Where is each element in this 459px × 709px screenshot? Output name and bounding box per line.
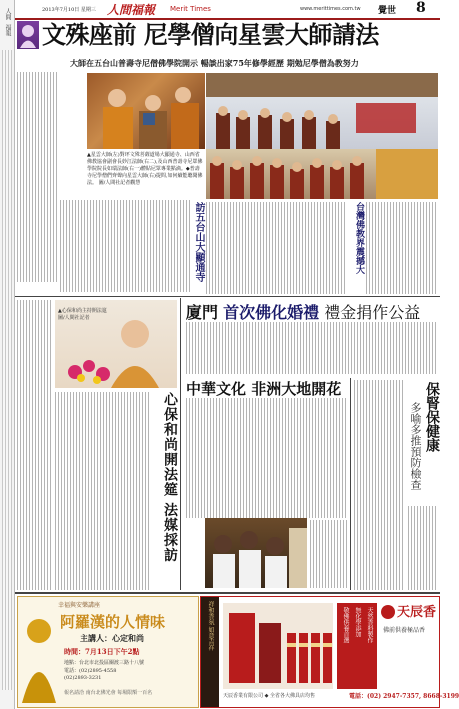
wedding-headline-tail: 禮金捐作公益 [324,303,421,322]
masthead-brand: Merit Times [170,5,211,13]
ad-incense-product-image [223,603,333,689]
ad-incense-side-text: 祥和香氛 如意吉祥 [207,601,214,651]
ad-incense-side-strip [201,597,219,707]
ad-incense-logo-icon [381,605,395,619]
heart-headline: 心保和尚開法筵 法媒採訪 [162,392,178,563]
main-story-text-mid [60,200,190,292]
ad-incense-sub: 佛前供養極品香 [383,627,426,634]
masthead-page: 8 [416,0,426,16]
masthead-date: 2013年7月10日 星期三 [42,7,96,13]
main-subhead: 大師在五台山普壽寺尼僧佛學院開示 暢談出家75年修學經歷 期勉尼學僧為教努力 [70,58,359,68]
ad-incense-footer: 天辰香業有限公司 ◆ 全省各大佛具店均售 [223,693,316,699]
ad-incense-phone: 電話：(02) 2947-7357, 8668-3199 [349,693,459,700]
health-headline-a: 保腎保健康 [424,382,440,452]
ad-incense-col-3: 敬佛供養首選 [342,607,349,643]
heart-text-left [17,300,51,590]
left-strip-label-2: 福報 [4,24,11,36]
ad-lecture-label: 幸福與安樂講座 [58,602,101,609]
main-photo-1 [87,73,205,149]
heart-photo-caption: ▲心保和尚主持開法筵 圖/人間社記者 [58,308,107,321]
ad-lecture [17,596,199,708]
ad-lecture-schedule: 時間：7月13日下午2點 [64,647,140,656]
ad-lecture-speaker: 主講人：心定和尚 [80,633,144,643]
africa-text [186,398,348,518]
ad-incense-brand: 天辰香 [397,605,437,620]
ad-lecture-phone-b: (02)2893-3231 [64,675,102,681]
africa-text-2 [310,520,348,588]
ad-incense-col-1: 天然香料製作 [366,607,373,643]
ad-incense [200,596,459,708]
masthead-section: 覺世 [378,6,397,16]
main-photo-caption: ▲星雲大師(左)對坪文殊菩薩道場大顯通寺、山西省佛教協會副會長妙江法師(右二),及山西普壽寺尼眾佛學院院長如瑞法師(右一)體貼尼眾專業點滴。◆普壽寺尼學僧們齊聲向星雲大師(右)提問,如何續能聽聞佛法。 圖/人間社記者觀慧 [87,152,203,186]
left-strip-label-1: 人間 [4,8,11,20]
health-text-2 [408,506,438,590]
heart-text-main [55,392,150,590]
main-sidebar-title: 台灣佛教界震撼大 [354,202,364,274]
main-story-text-far [366,202,438,294]
wedding-headline [186,300,420,323]
main-headline: 文殊座前 尼學僧向星雲大師請法 [42,20,379,49]
main-bottom-title: 訪五台山大顯通寺 [193,202,204,282]
headline-icon [17,21,39,49]
ad-incense-columns [337,603,377,689]
wedding-headline-place: 廈門 [186,303,219,322]
ad-lecture-venue: 地點：台北市北投區關渡三路十八號 [64,660,145,666]
ad-lecture-phone-a: 電話：(02)2895-4558 [64,668,117,674]
main-photo-3 [206,149,438,199]
ad-lecture-notes: 報名請洽 南台北佛光會 每場限額一百名 [64,690,153,696]
buddha-statue-image [20,611,58,703]
left-strip [0,0,15,709]
africa-photo [205,518,307,588]
masthead-logo: 人間福報 [107,3,156,17]
health-text [354,380,404,590]
ad-incense-col-2: 無化學添加 [354,607,361,637]
africa-headline: 中華文化 非洲大地開花 [186,380,342,398]
ad-lecture-title: 阿羅漢的人情味 [60,613,166,631]
masthead [0,0,440,20]
masthead-website: www.merittimes.com.tw [300,6,361,12]
main-photo-2 [206,73,438,149]
wedding-headline-main: 首次佛化婚禮 [223,303,320,322]
health-headline-b: 多喻多推預防檢查 [409,402,422,490]
